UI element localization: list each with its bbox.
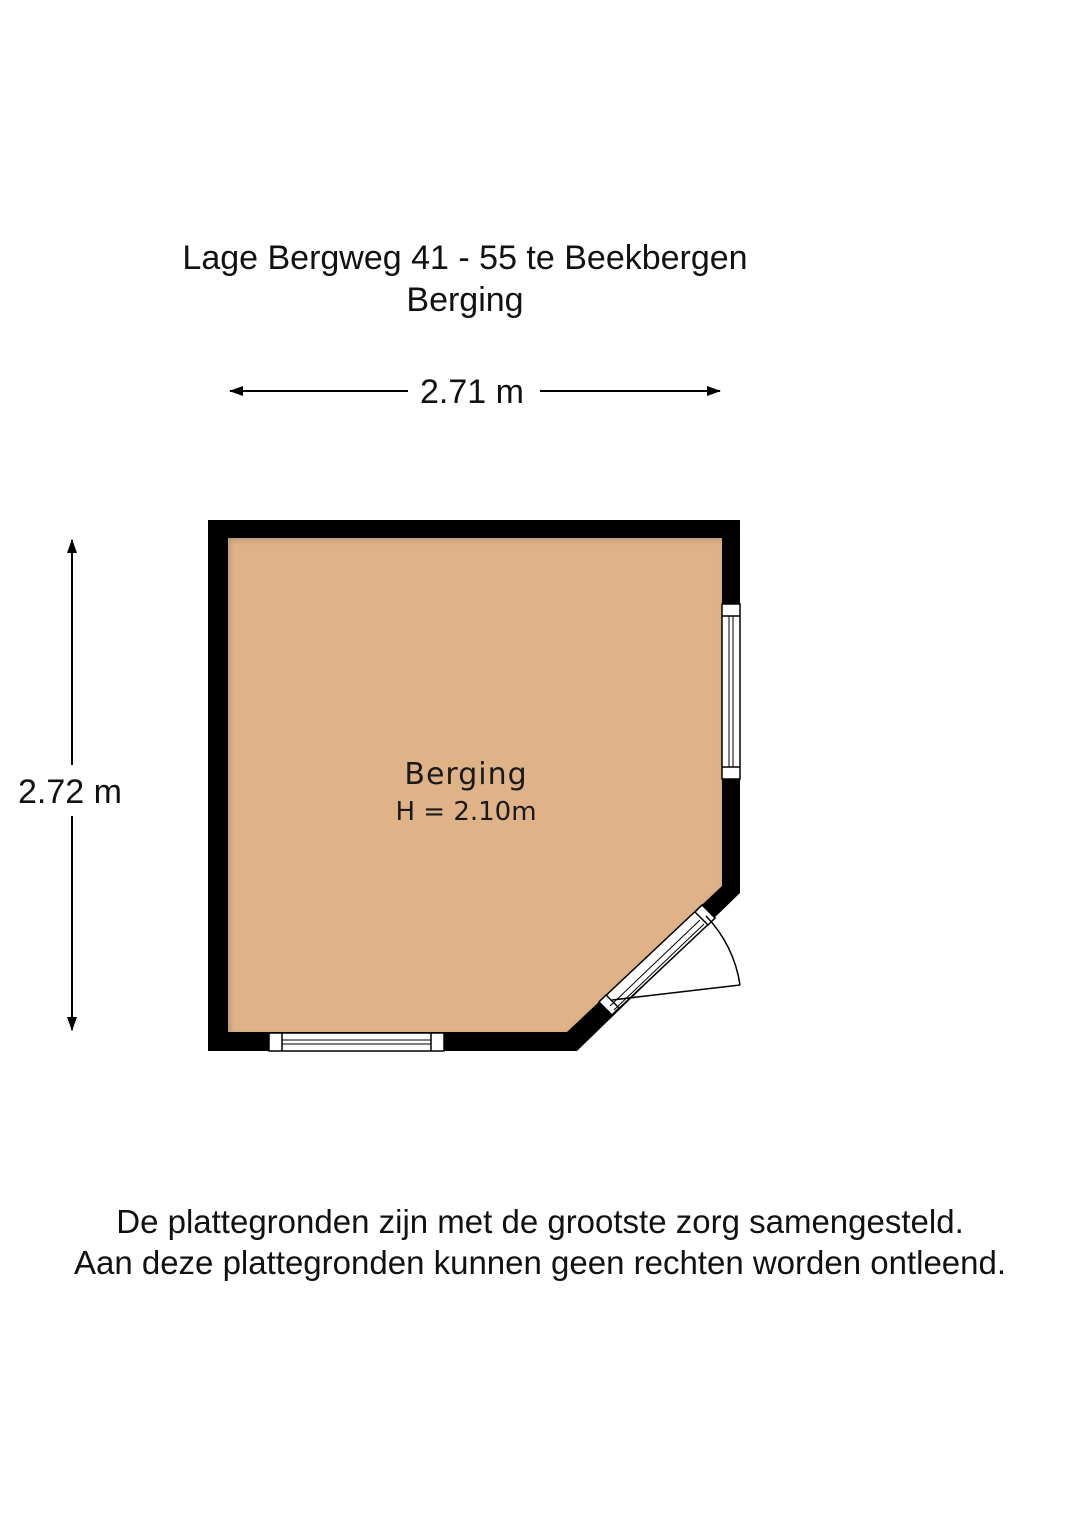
floorplan-subtitle: Berging [406,281,524,319]
disclaimer-line-2: Aan deze plattegronden kunnen geen rechten worden ontleend. [73,1244,1007,1281]
room-name-label: Berging [404,757,528,792]
room-height-label: H = 2.10m [395,797,537,827]
right-window [722,604,740,779]
width-dimension-label: 2.71 m [412,372,532,412]
height-dimension-label: 2.72 m [16,768,124,816]
bottom-window [269,1033,444,1051]
floorplan-address-title: Lage Bergweg 41 - 55 te Beekbergen [182,239,748,277]
disclaimer-line-1: De plattegronden zijn met de grootste zorg samengesteld. [116,1203,964,1240]
